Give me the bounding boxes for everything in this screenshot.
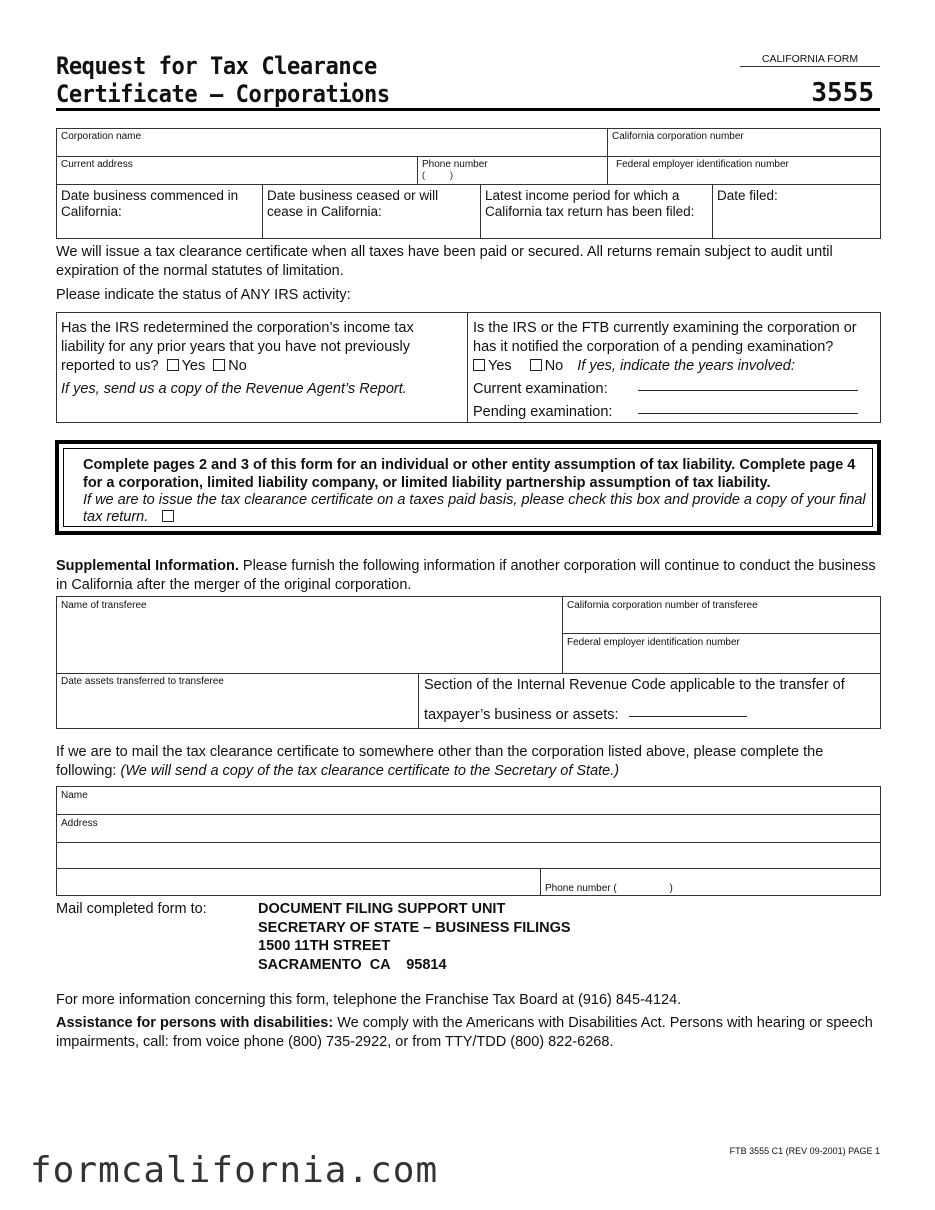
irc-section-row: taxpayer’s business or assets:	[424, 706, 747, 725]
irs-examining-yes-checkbox[interactable]	[473, 359, 485, 371]
form-number: 3555	[811, 78, 874, 108]
current-address-field[interactable]: Current address	[61, 159, 133, 170]
form-revision-footer: FTB 3555 C1 (REV 09-2001) PAGE 1	[729, 1146, 880, 1156]
transferee-table	[56, 596, 881, 729]
disability-assistance-text: Assistance for persons with disabilities: We comply with the Americans with Disabilities Act. Persons with hearing or speech impairments, call: from voice phone (800) 735-2922, or from TTY/TDD (800) 822-6268.	[56, 1015, 873, 1050]
date-assets-transferred-field[interactable]: Date assets transferred to transferee	[61, 676, 224, 687]
title-line-2: Certificate — Corporations	[56, 80, 390, 108]
date-commenced-field[interactable]: Date business commenced in California:	[61, 188, 239, 219]
phone-number-label: Phone number	[422, 159, 488, 170]
latest-income-period-field[interactable]: Latest income period for which a California tax return has been filed:	[485, 188, 695, 219]
taxes-paid-basis-checkbox[interactable]	[162, 510, 174, 522]
title-rule	[56, 108, 880, 111]
mail-to-line-2: SECRETARY OF STATE – BUSINESS FILINGS	[258, 919, 571, 936]
date-filed-field[interactable]: Date filed:	[717, 188, 778, 203]
mailing-table	[56, 786, 881, 896]
mailing-phone-field[interactable]: Phone number ( )	[545, 883, 673, 894]
irs-status-prompt: Please indicate the status of ANY IRS activity:	[56, 287, 351, 303]
mail-to-address	[258, 900, 571, 974]
supplemental-info-text: Supplemental Information. Please furnish the following information if another corporation will continue to conduct the business in California after the merger of the original corporation.	[56, 558, 876, 593]
irs-activity-table	[56, 312, 881, 423]
transferee-fein-field[interactable]: Federal employer identification number	[567, 637, 740, 648]
assumption-instructions: Complete pages 2 and 3 of this form for an individual or other entity assumption of tax liability. Complete page 4 for a corporation, limited liability company, or limited liability partnership assumption of tax liability.	[83, 457, 856, 491]
irc-section-label: Section of the Internal Revenue Code applicable to the transfer of	[424, 677, 845, 693]
mail-to-label: Mail completed form to:	[56, 901, 207, 917]
watermark: formcalifornia.com	[30, 1150, 439, 1191]
mail-to-line-1: DOCUMENT FILING SUPPORT UNIT	[258, 901, 506, 917]
assumption-notice-text	[83, 456, 869, 526]
mailing-instructions: If we are to mail the tax clearance certificate to somewhere other than the corporation listed above, please complete the following: (We will send a copy of the tax clearance certificate to the Secretary of State.)	[56, 744, 824, 779]
phone-number-field[interactable]	[418, 157, 492, 182]
intro-text: We will issue a tax clearance certificate when all taxes have been paid or secured. All returns remain subject to audit until expiration of the normal statutes of limitation.	[56, 244, 833, 279]
header-divider	[740, 66, 880, 67]
transferee-name-field[interactable]: Name of transferee	[61, 600, 147, 611]
current-examination-row: Current examination:	[473, 380, 858, 399]
taxes-paid-basis-row: If we are to issue the tax clearance certificate on a taxes paid basis, please check this box and provide a copy of your final tax return.	[83, 492, 866, 525]
california-form-label: CALIFORNIA FORM	[761, 53, 859, 65]
mail-to-line-3: 1500 11TH STREET	[258, 938, 391, 954]
irs-redetermined-question: Has the IRS redetermined the corporation’s income tax liability for any prior years that you have not previously reported to us? Yes No	[61, 320, 414, 374]
title-line-1: Request for Tax Clearance	[56, 52, 377, 80]
more-info-text: For more information concerning this form, telephone the Franchise Tax Board at (916) 845-4124.	[56, 992, 682, 1008]
mailing-address-line-3[interactable]	[57, 869, 540, 895]
irs-redetermined-yes-checkbox[interactable]	[167, 359, 179, 371]
corporation-name-field[interactable]: Corporation name	[61, 131, 142, 142]
mailing-address-line-2[interactable]	[57, 843, 880, 868]
pending-examination-row: Pending examination:	[473, 403, 858, 422]
irc-section-input[interactable]	[629, 716, 747, 717]
transferee-ca-number-field[interactable]: California corporation number of transferee	[567, 600, 758, 611]
irs-redetermined-no-checkbox[interactable]	[213, 359, 225, 371]
phone-parens: ( )	[422, 170, 453, 180]
irs-examining-no-checkbox[interactable]	[530, 359, 542, 371]
current-examination-input[interactable]	[638, 390, 858, 391]
corporation-info-table	[56, 128, 881, 239]
irs-examining-question: Is the IRS or the FTB currently examining the corporation or has it notified the corporation of a pending examination? Yes No If yes, indicate the years involved:	[473, 320, 857, 374]
assumption-notice-box	[55, 440, 881, 535]
mailing-name-field[interactable]: Name	[61, 790, 88, 801]
mail-to-line-4: SACRAMENTO CA 95814	[258, 956, 447, 973]
form-title	[56, 52, 390, 108]
pending-examination-input[interactable]	[638, 413, 858, 414]
mailing-address-field[interactable]: Address	[61, 818, 98, 829]
date-ceased-field[interactable]: Date business ceased or will cease in California:	[267, 188, 439, 219]
revenue-agent-note: If yes, send us a copy of the Revenue Agent’s Report.	[61, 381, 407, 397]
ca-corporation-number-field[interactable]: California corporation number	[612, 131, 744, 142]
fein-field[interactable]: Federal employer identification number	[616, 159, 789, 170]
